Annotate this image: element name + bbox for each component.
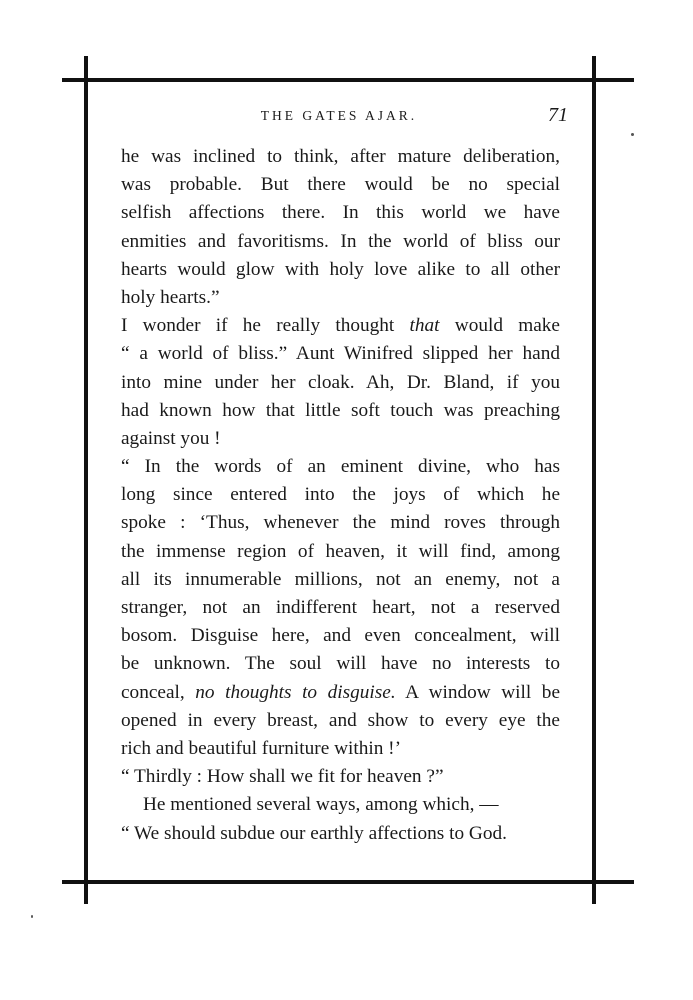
text-line [121, 679, 560, 707]
right-border-rule [592, 56, 596, 904]
top-border-rule [62, 78, 634, 82]
text-line: He mentioned several ways, among which, — [143, 794, 499, 816]
text-line: holy hearts.” [121, 286, 220, 308]
emphasis-text: that [409, 315, 440, 337]
text-line: “ a world of bliss.” Aunt Winifred slipped her hand [121, 343, 560, 365]
print-speck [31, 915, 33, 918]
text-line: long since entered into the joys of which he [121, 484, 560, 506]
text-line: had known how that little soft touch was preaching [121, 399, 560, 421]
text-line: all its innumerable millions, not an enemy, not a [121, 568, 560, 590]
text-run: would make [454, 315, 560, 337]
text-line: enmities and favoritisms. In the world of bliss our [121, 230, 560, 252]
text-line: opened in every breast, and show to every eye the [121, 709, 560, 731]
text-line: spoke : ‘Thus, whenever the mind roves through [121, 512, 560, 534]
text-line: “ In the words of an eminent divine, who has [121, 456, 560, 478]
text-line: selfish affections there. In this world we have [121, 202, 560, 224]
text-line: stranger, not an indifferent heart, not a reserved [121, 597, 560, 618]
emphasis-text: no thoughts to disguise. [195, 681, 396, 703]
text-line: into mine under her cloak. Ah, Dr. Bland, if you [121, 371, 560, 393]
text-line: was probable. But there would be no special [121, 174, 560, 196]
text-run: conceal, [121, 681, 185, 703]
running-title: THE GATES AJAR. [260, 108, 418, 123]
text-line: the immense region of heaven, it will find, among [121, 540, 560, 562]
page-number: 71 [548, 104, 568, 126]
text-line: he was inclined to think, after mature deliberation, [121, 146, 560, 167]
text-line: be unknown. The soul will have no interests to [121, 653, 560, 675]
text-line: “ Thirdly : How shall we fit for heaven ?” [121, 766, 444, 788]
text-line: “ We should subdue our earthly affections to God. [121, 822, 507, 844]
running-head [100, 104, 578, 128]
text-line: rich and beautiful furniture within !’ [121, 737, 402, 759]
text-run: A window will be [405, 681, 560, 703]
paragraph-text [121, 315, 560, 336]
text-line: bosom. Disguise here, and even concealment, will [121, 625, 560, 647]
text-line [121, 312, 560, 340]
left-border-rule [84, 56, 88, 904]
bottom-border-rule [62, 880, 634, 884]
print-speck [631, 133, 634, 136]
body-text [121, 143, 560, 848]
text-line: against you ! [121, 427, 221, 449]
text-line: hearts would glow with holy love alike to all other [121, 258, 560, 280]
text-run: I wonder if he really thought [121, 315, 395, 337]
